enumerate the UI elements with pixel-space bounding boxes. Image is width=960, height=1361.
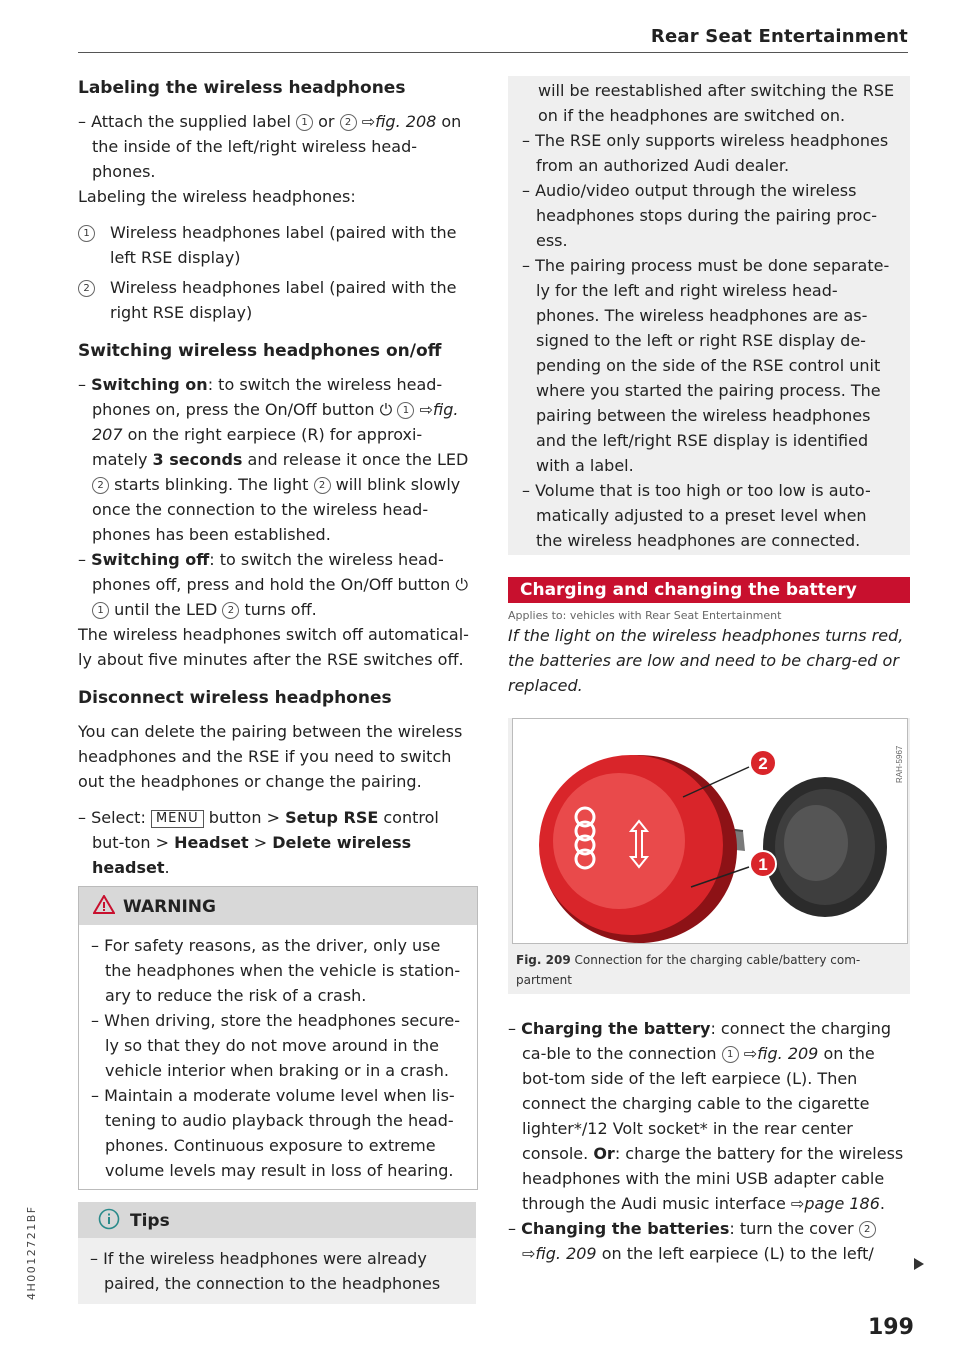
- callout-2-icon: 2: [78, 280, 95, 297]
- header-rule: [78, 52, 908, 53]
- switching-heading: Switching wireless headphones on/off: [78, 341, 442, 361]
- callout-1-icon: 1: [78, 225, 95, 242]
- svg-text:RAH-5967: RAH-5967: [895, 745, 904, 783]
- side-document-code: 4H0012721BF: [25, 1205, 38, 1300]
- applies-to-note: Applies to: vehicles with Rear Seat Entertainment: [508, 609, 782, 622]
- disconnect-step: – Select: MENU button > Setup RSE control but-ton > Headset > Delete wireless headset.: [78, 808, 439, 877]
- tips-continued-item: – The RSE only supports wireless headphones from an authorized Audi dealer.: [522, 131, 889, 175]
- warning-item: – For safety reasons, as the driver, only use the headphones when the vehicle is station-ary to reduce the risk of a crash.: [91, 936, 461, 1005]
- figure-209-image: [512, 718, 908, 944]
- label-item-1: 1 Wireless headphones label (paired with the left RSE display): [78, 220, 476, 270]
- warning-item: – Maintain a moderate volume level when lis-tening to audio playback through the head-phones. Continuous exposure to extreme volume levels may result in loss of hearing.: [91, 1086, 455, 1180]
- power-icon: ⏻: [455, 575, 468, 594]
- tips-header: Tips: [78, 1202, 476, 1238]
- callout-1-label: 1: [758, 855, 768, 874]
- figure-209: [508, 718, 910, 994]
- page-number: 199: [868, 1315, 914, 1340]
- charging-section-banner: Charging and changing the battery: [508, 577, 910, 603]
- charging-step: – Charging the battery: connect the charging ca-ble to the connection 1 ⇨fig. 209 on the bot-tom side of the left earpiece (L). Then connect the charging cable to the cigarette lighter*/12 Volt socket* in the rear center console. Or: charge the battery for the wireless headphones with the mini USB adapter cable through the Audi music interface ⇨page 186.: [508, 1019, 904, 1213]
- label-item-2: 2 Wireless headphones label (paired with the right RSE display): [78, 275, 476, 325]
- warning-header: WARNING: [79, 887, 477, 925]
- callout-1-icon: 1: [296, 114, 313, 131]
- charging-intro: If the light on the wireless headphones turns red, the batteries are low and need to be charg-ed or replaced.: [508, 626, 904, 695]
- next-page-arrow-icon: [914, 1258, 924, 1270]
- info-icon: [98, 1208, 120, 1230]
- figure-caption: Fig. 209 Connection for the charging cable/battery com-partment: [516, 953, 861, 987]
- arrow-ref-icon: ⇨: [361, 112, 376, 131]
- labeling-intro: Labeling the wireless headphones:: [78, 187, 356, 206]
- warning-box: [78, 886, 478, 1190]
- callout-2-label: 2: [758, 754, 768, 773]
- tips-continued-item: will be reestablished after switching the RSE on if the headphones are switched on.: [538, 81, 895, 125]
- tips-continued-item: – The pairing process must be done separate-ly for the left and right wireless head-phones. The wireless headphones are as-signed to the left or right RSE display de-pending on the side of the RSE control unit where you started the pairing process. The pairing between the wireless headphones and the left/right RSE display is identified with a label.: [522, 256, 890, 475]
- disconnect-heading: Disconnect wireless headphones: [78, 688, 392, 708]
- tips-body: [78, 1238, 476, 1304]
- auto-off-note: The wireless headphones switch off automatical-ly about five minutes after the RSE switches off.: [78, 625, 469, 669]
- warning-triangle-icon: [93, 895, 115, 914]
- right-column: [508, 76, 910, 1266]
- power-icon: ⏻: [379, 400, 393, 419]
- tips-continued-box: [508, 76, 910, 555]
- tips-item: – If the wireless headphones were already paired, the connection to the headphones: [90, 1249, 441, 1293]
- figure-code: [893, 725, 905, 785]
- callout-2-icon: 2: [340, 114, 357, 131]
- changing-step: – Changing the batteries: turn the cover 2 ⇨fig. 209 on the left earpiece (L) to the left/: [508, 1219, 874, 1263]
- labeling-step: – Attach the supplied label 1 or 2 ⇨fig. 208 on the inside of the left/right wireless head-phones.: [78, 112, 462, 181]
- tips-continued-item: – Volume that is too high or too low is auto-matically adjusted to a preset level when the wireless headphones are connected.: [522, 481, 871, 550]
- tips-continued-item: – Audio/video output through the wireless headphones stops during the pairing proc-ess.: [522, 181, 878, 250]
- disconnect-body: You can delete the pairing between the wireless headphones and the RSE if you need to switch out the headphones or change the pairing.: [78, 722, 463, 791]
- page-header-title: Rear Seat Entertainment: [650, 26, 908, 47]
- headphone-illustration: [513, 719, 907, 943]
- warning-item: – When driving, store the headphones secure-ly so that they do not move around in the vehicle interior when braking or in a crash.: [91, 1011, 460, 1080]
- switching-off-step: – Switching off: to switch the wireless head-phones off, press and hold the On/Off button ⏻ 1 until the LED 2 turns off.: [78, 550, 468, 619]
- labeling-heading: Labeling the wireless headphones: [78, 78, 406, 98]
- switching-on-step: – Switching on: to switch the wireless head-phones on, press the On/Off button ⏻ 1 ⇨fig. 207 on the right earpiece (R) for approxi-mately 3 seconds and release it once the LED 2 starts blinking. The light 2 will blink slowly once the connection to the wireless head-phones has been established.: [78, 375, 469, 544]
- left-column: [78, 76, 476, 1304]
- menu-key: MENU: [151, 810, 204, 828]
